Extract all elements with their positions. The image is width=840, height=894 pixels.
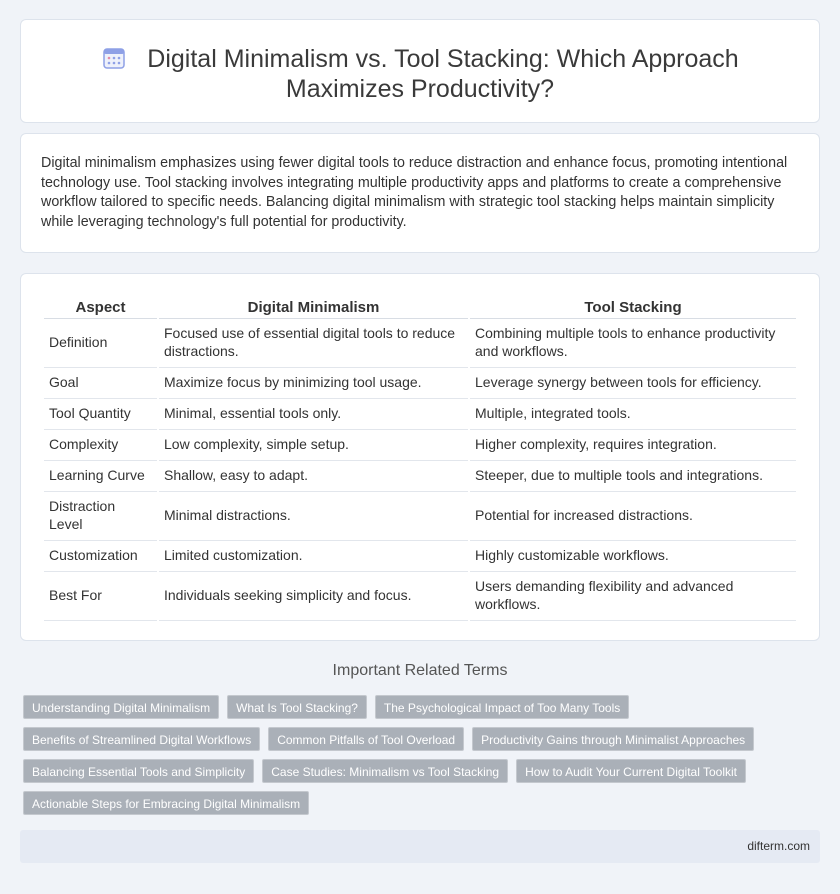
related-term-tag[interactable]: How to Audit Your Current Digital Toolkit (516, 759, 746, 783)
title-card (20, 19, 820, 123)
related-term-tag[interactable]: Understanding Digital Minimalism (23, 695, 219, 719)
related-term-tag[interactable]: The Psychological Impact of Too Many Tools (375, 695, 629, 719)
table-header-row (44, 296, 796, 319)
related-term-tag[interactable]: What Is Tool Stacking? (227, 695, 367, 719)
table-row (44, 492, 796, 541)
cell-minimalism: Individuals seeking simplicity and focus. (159, 572, 468, 621)
table-row (44, 399, 796, 430)
cell-aspect: Distraction Level (44, 492, 157, 541)
cell-minimalism: Limited customization. (159, 541, 468, 572)
table-row (44, 430, 796, 461)
cell-stacking: Users demanding flexibility and advanced workflows. (470, 572, 796, 621)
page-title: Digital Minimalism vs. Tool Stacking: Which Approach Maximizes Productivity? (147, 45, 739, 103)
cell-minimalism: Minimal, essential tools only. (159, 399, 468, 430)
cell-stacking: Higher complexity, requires integration. (470, 430, 796, 461)
table-row (44, 541, 796, 572)
related-term-tag[interactable]: Balancing Essential Tools and Simplicity (23, 759, 254, 783)
cell-aspect: Learning Curve (44, 461, 157, 492)
related-terms-heading: Important Related Terms (332, 662, 508, 679)
table-row (44, 368, 796, 399)
cell-aspect: Goal (44, 368, 157, 399)
intro-paragraph: Digital minimalism emphasizes using fewer digital tools to reduce distraction and enhance focus, promoting intentional technology use. Tool stacking involves integrating multiple productivity apps and platforms to create a comprehensive workflow tailored to specific needs. Balancing digital minimalism with strategic tool stacking helps maintain simplicity while leveraging technology's full potential for productivity. (41, 155, 788, 230)
comparison-card (20, 273, 820, 641)
page-title-row (21, 44, 819, 104)
cell-minimalism: Low complexity, simple setup. (159, 430, 468, 461)
related-term-tag[interactable]: Case Studies: Minimalism vs Tool Stacking (262, 759, 508, 783)
cell-minimalism: Maximize focus by minimizing tool usage. (159, 368, 468, 399)
intro-card (20, 133, 820, 253)
related-terms-list (23, 695, 813, 815)
cell-aspect: Best For (44, 572, 157, 621)
footer (20, 830, 820, 863)
header-aspect: Aspect (44, 296, 157, 319)
cell-aspect: Definition (44, 319, 157, 368)
calendar-icon (101, 45, 127, 71)
header-tool-stacking: Tool Stacking (470, 296, 796, 319)
header-digital-minimalism: Digital Minimalism (159, 296, 468, 319)
table-row (44, 572, 796, 621)
footer-site-link[interactable]: difterm.com (747, 839, 810, 853)
cell-minimalism: Shallow, easy to adapt. (159, 461, 468, 492)
cell-stacking: Combining multiple tools to enhance productivity and workflows. (470, 319, 796, 368)
cell-stacking: Highly customizable workflows. (470, 541, 796, 572)
table-row (44, 319, 796, 368)
related-term-tag[interactable]: Benefits of Streamlined Digital Workflows (23, 727, 260, 751)
cell-stacking: Potential for increased distractions. (470, 492, 796, 541)
cell-minimalism: Minimal distractions. (159, 492, 468, 541)
related-term-tag[interactable]: Productivity Gains through Minimalist Approaches (472, 727, 754, 751)
cell-aspect: Complexity (44, 430, 157, 461)
comparison-table (42, 296, 798, 621)
related-term-tag[interactable]: Common Pitfalls of Tool Overload (268, 727, 464, 751)
cell-stacking: Steeper, due to multiple tools and integrations. (470, 461, 796, 492)
cell-aspect: Customization (44, 541, 157, 572)
cell-stacking: Leverage synergy between tools for efficiency. (470, 368, 796, 399)
cell-stacking: Multiple, integrated tools. (470, 399, 796, 430)
cell-aspect: Tool Quantity (44, 399, 157, 430)
cell-minimalism: Focused use of essential digital tools to reduce distractions. (159, 319, 468, 368)
table-row (44, 461, 796, 492)
related-term-tag[interactable]: Actionable Steps for Embracing Digital Minimalism (23, 791, 309, 815)
